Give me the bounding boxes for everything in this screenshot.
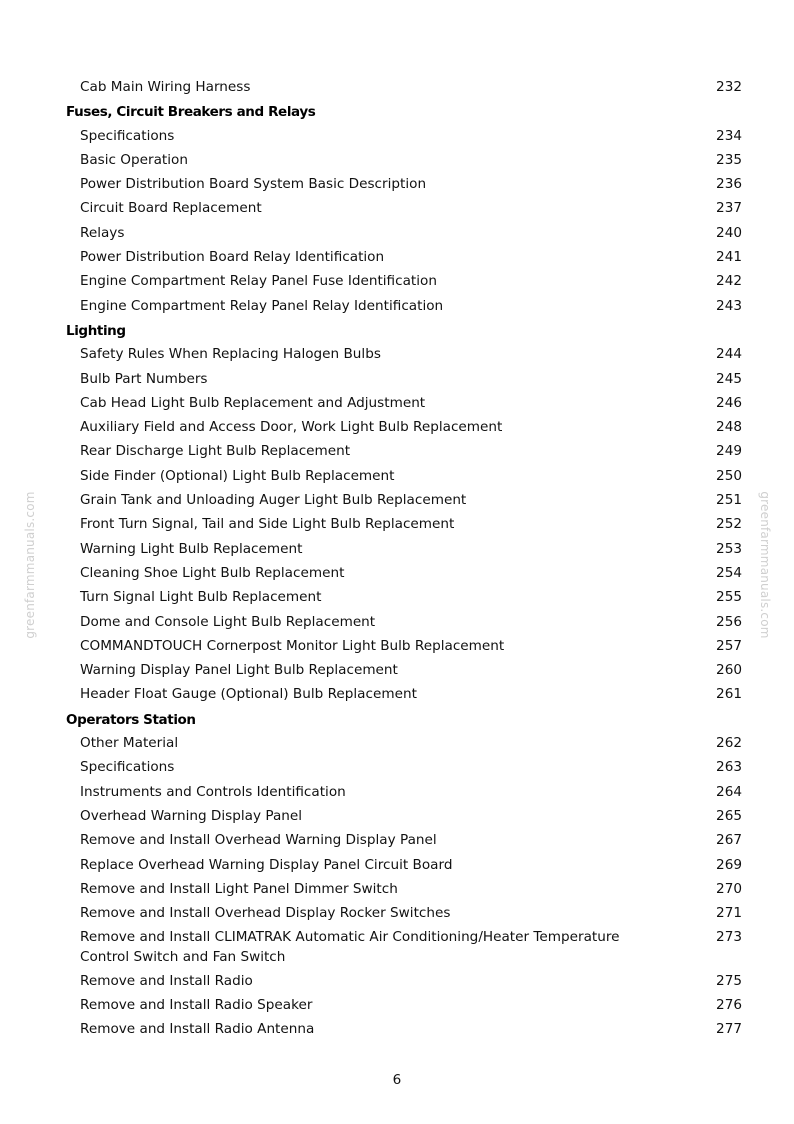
toc-entry[interactable] xyxy=(66,465,742,489)
toc-entry-page: 234 xyxy=(716,127,742,144)
toc-entry-page: 236 xyxy=(716,176,742,193)
toc-entry[interactable] xyxy=(66,149,742,173)
toc-entry-title[interactable]: Front Turn Signal, Tail and Side Light Bulb Replacement xyxy=(80,516,455,533)
toc-entry-title[interactable]: Grain Tank and Unloading Auger Light Bulb Replacement xyxy=(80,492,467,509)
toc-entry-page: 241 xyxy=(716,249,742,266)
toc-entry-title[interactable]: Remove and Install Radio Antenna xyxy=(80,1021,315,1038)
toc-entry-page: 246 xyxy=(716,394,742,411)
toc-entry-page: 261 xyxy=(716,686,742,703)
toc-entry[interactable] xyxy=(66,781,742,805)
toc-entry-title[interactable]: Cleaning Shoe Light Bulb Replacement xyxy=(80,564,345,581)
toc-entry[interactable] xyxy=(66,611,742,635)
toc-entry-page: 256 xyxy=(716,613,742,630)
toc-entry[interactable] xyxy=(66,392,742,416)
toc-entry-page: 269 xyxy=(716,856,742,873)
toc-entry-title[interactable]: Relays xyxy=(80,224,125,241)
toc-entry-title[interactable]: Power Distribution Board Relay Identification xyxy=(80,249,385,266)
toc-entry[interactable] xyxy=(66,76,742,100)
toc-entry-title[interactable]: Remove and Install Radio Speaker xyxy=(80,997,313,1014)
toc-entry[interactable] xyxy=(66,489,742,513)
section-title: Lighting xyxy=(66,323,126,340)
toc-entry-page: 276 xyxy=(716,997,742,1014)
table-of-contents xyxy=(66,76,742,1043)
toc-entry-page: 267 xyxy=(716,832,742,849)
toc-entry[interactable] xyxy=(66,197,742,221)
toc-entry[interactable] xyxy=(66,854,742,878)
toc-entry-page: 257 xyxy=(716,637,742,654)
page-number: 6 xyxy=(392,1072,402,1088)
toc-entry-page: 244 xyxy=(716,346,742,363)
toc-entry-page: 275 xyxy=(716,972,742,989)
toc-entry-title[interactable]: Header Float Gauge (Optional) Bulb Replacement xyxy=(80,686,417,703)
toc-entry-title[interactable]: Specifications xyxy=(80,127,175,144)
toc-entry-title[interactable]: Auxiliary Field and Access Door, Work Light Bulb Replacement xyxy=(80,419,503,436)
toc-entry[interactable] xyxy=(66,440,742,464)
toc-entry-title[interactable]: Dome and Console Light Bulb Replacement xyxy=(80,613,376,630)
toc-entry-title[interactable]: Power Distribution Board System Basic Description xyxy=(80,176,427,193)
toc-entry[interactable] xyxy=(66,805,742,829)
toc-entry[interactable] xyxy=(66,635,742,659)
toc-entry-page: 263 xyxy=(716,759,742,776)
toc-entry[interactable] xyxy=(66,926,742,970)
toc-section-heading xyxy=(66,319,742,343)
toc-entry-page: 265 xyxy=(716,807,742,824)
toc-entry[interactable] xyxy=(66,246,742,270)
toc-entry-page: 253 xyxy=(716,540,742,557)
toc-entry-title[interactable]: Bulb Part Numbers xyxy=(80,370,208,387)
toc-entry-title[interactable]: Instruments and Controls Identification xyxy=(80,783,346,800)
toc-entry-page: 264 xyxy=(716,783,742,800)
toc-section-heading xyxy=(66,100,742,124)
toc-entry-page: 249 xyxy=(716,443,742,460)
toc-entry-page: 242 xyxy=(716,273,742,290)
toc-entry-page: 251 xyxy=(716,492,742,509)
toc-entry[interactable] xyxy=(66,343,742,367)
toc-entry-page: 252 xyxy=(716,516,742,533)
toc-entry-page: 273 xyxy=(716,929,742,946)
toc-entry-title[interactable]: Side Finder (Optional) Light Bulb Replacement xyxy=(80,467,395,484)
toc-entry[interactable] xyxy=(66,732,742,756)
toc-entry-page: 255 xyxy=(716,589,742,606)
toc-entry-page: 245 xyxy=(716,370,742,387)
toc-entry[interactable] xyxy=(66,562,742,586)
toc-entry-page: 248 xyxy=(716,419,742,436)
section-title: Fuses, Circuit Breakers and Relays xyxy=(66,104,316,121)
toc-entry[interactable] xyxy=(66,222,742,246)
toc-entry-title[interactable]: Circuit Board Replacement xyxy=(80,200,262,217)
toc-entry-title[interactable]: Safety Rules When Replacing Halogen Bulbs xyxy=(80,346,381,363)
toc-entry-title[interactable]: Warning Display Panel Light Bulb Replacement xyxy=(80,662,398,679)
toc-entry-page: 262 xyxy=(716,735,742,752)
toc-entry[interactable] xyxy=(66,994,742,1018)
toc-entry-title[interactable]: Remove and Install CLIMATRAK Automatic Air Conditioning/Heater Temperature Control Switch and Fan Switch xyxy=(80,929,620,965)
toc-entry[interactable] xyxy=(66,878,742,902)
toc-entry[interactable] xyxy=(66,295,742,319)
toc-entry-title[interactable]: Remove and Install Overhead Display Rocker Switches xyxy=(80,905,451,922)
toc-entry-page: 240 xyxy=(716,224,742,241)
toc-entry-page: 237 xyxy=(716,200,742,217)
toc-entry[interactable] xyxy=(66,829,742,853)
toc-entry-title[interactable]: Remove and Install Overhead Warning Display Panel xyxy=(80,832,437,849)
toc-entry-title[interactable]: Rear Discharge Light Bulb Replacement xyxy=(80,443,351,460)
toc-entry-title[interactable]: COMMANDTOUCH Cornerpost Monitor Light Bulb Replacement xyxy=(80,637,505,654)
toc-entry-title[interactable]: Cab Head Light Bulb Replacement and Adjustment xyxy=(80,394,426,411)
section-title: Operators Station xyxy=(66,711,196,728)
toc-entry-title[interactable]: Basic Operation xyxy=(80,151,188,168)
toc-entry-page: 270 xyxy=(716,880,742,897)
toc-entry-page: 235 xyxy=(716,151,742,168)
toc-entry-title[interactable]: Warning Light Bulb Replacement xyxy=(80,540,303,557)
toc-entry[interactable] xyxy=(66,683,742,707)
toc-entry-title[interactable]: Remove and Install Radio xyxy=(80,972,253,989)
watermark-left: greenfarmmanuals.com xyxy=(23,491,37,639)
toc-entry[interactable] xyxy=(66,586,742,610)
toc-entry[interactable] xyxy=(66,513,742,537)
toc-entry-page: 250 xyxy=(716,467,742,484)
toc-entry[interactable] xyxy=(66,125,742,149)
toc-entry[interactable] xyxy=(66,1018,742,1042)
toc-entry-page: 271 xyxy=(716,905,742,922)
toc-entry-page: 243 xyxy=(716,297,742,314)
toc-entry[interactable] xyxy=(66,659,742,683)
toc-entry-page: 254 xyxy=(716,564,742,581)
toc-entry[interactable] xyxy=(66,368,742,392)
toc-entry-page: 260 xyxy=(716,662,742,679)
toc-entry[interactable] xyxy=(66,756,742,780)
toc-entry[interactable] xyxy=(66,416,742,440)
toc-entry-title[interactable]: Specifications xyxy=(80,759,175,776)
toc-entry-page: 277 xyxy=(716,1021,742,1038)
toc-entry-title[interactable]: Engine Compartment Relay Panel Relay Identification xyxy=(80,297,444,314)
toc-entry-title[interactable]: Turn Signal Light Bulb Replacement xyxy=(80,589,322,606)
toc-entry-page: 232 xyxy=(716,79,742,95)
toc-entry-title[interactable]: Replace Overhead Warning Display Panel Circuit Board xyxy=(80,856,453,873)
toc-entry[interactable] xyxy=(66,902,742,926)
toc-entry-title[interactable]: Cab Main Wiring Harness xyxy=(80,79,251,95)
toc-entry-title[interactable]: Overhead Warning Display Panel xyxy=(80,807,303,824)
toc-entry[interactable] xyxy=(66,173,742,197)
toc-entry[interactable] xyxy=(66,270,742,294)
toc-entry[interactable] xyxy=(66,970,742,994)
toc-entry-title[interactable]: Remove and Install Light Panel Dimmer Switch xyxy=(80,880,398,897)
toc-entry-title[interactable]: Other Material xyxy=(80,735,179,752)
toc-section-heading xyxy=(66,708,742,732)
toc-entry[interactable] xyxy=(66,538,742,562)
toc-entry-title[interactable]: Engine Compartment Relay Panel Fuse Identification xyxy=(80,273,437,290)
watermark-right: greenfarmmanuals.com xyxy=(758,491,772,639)
